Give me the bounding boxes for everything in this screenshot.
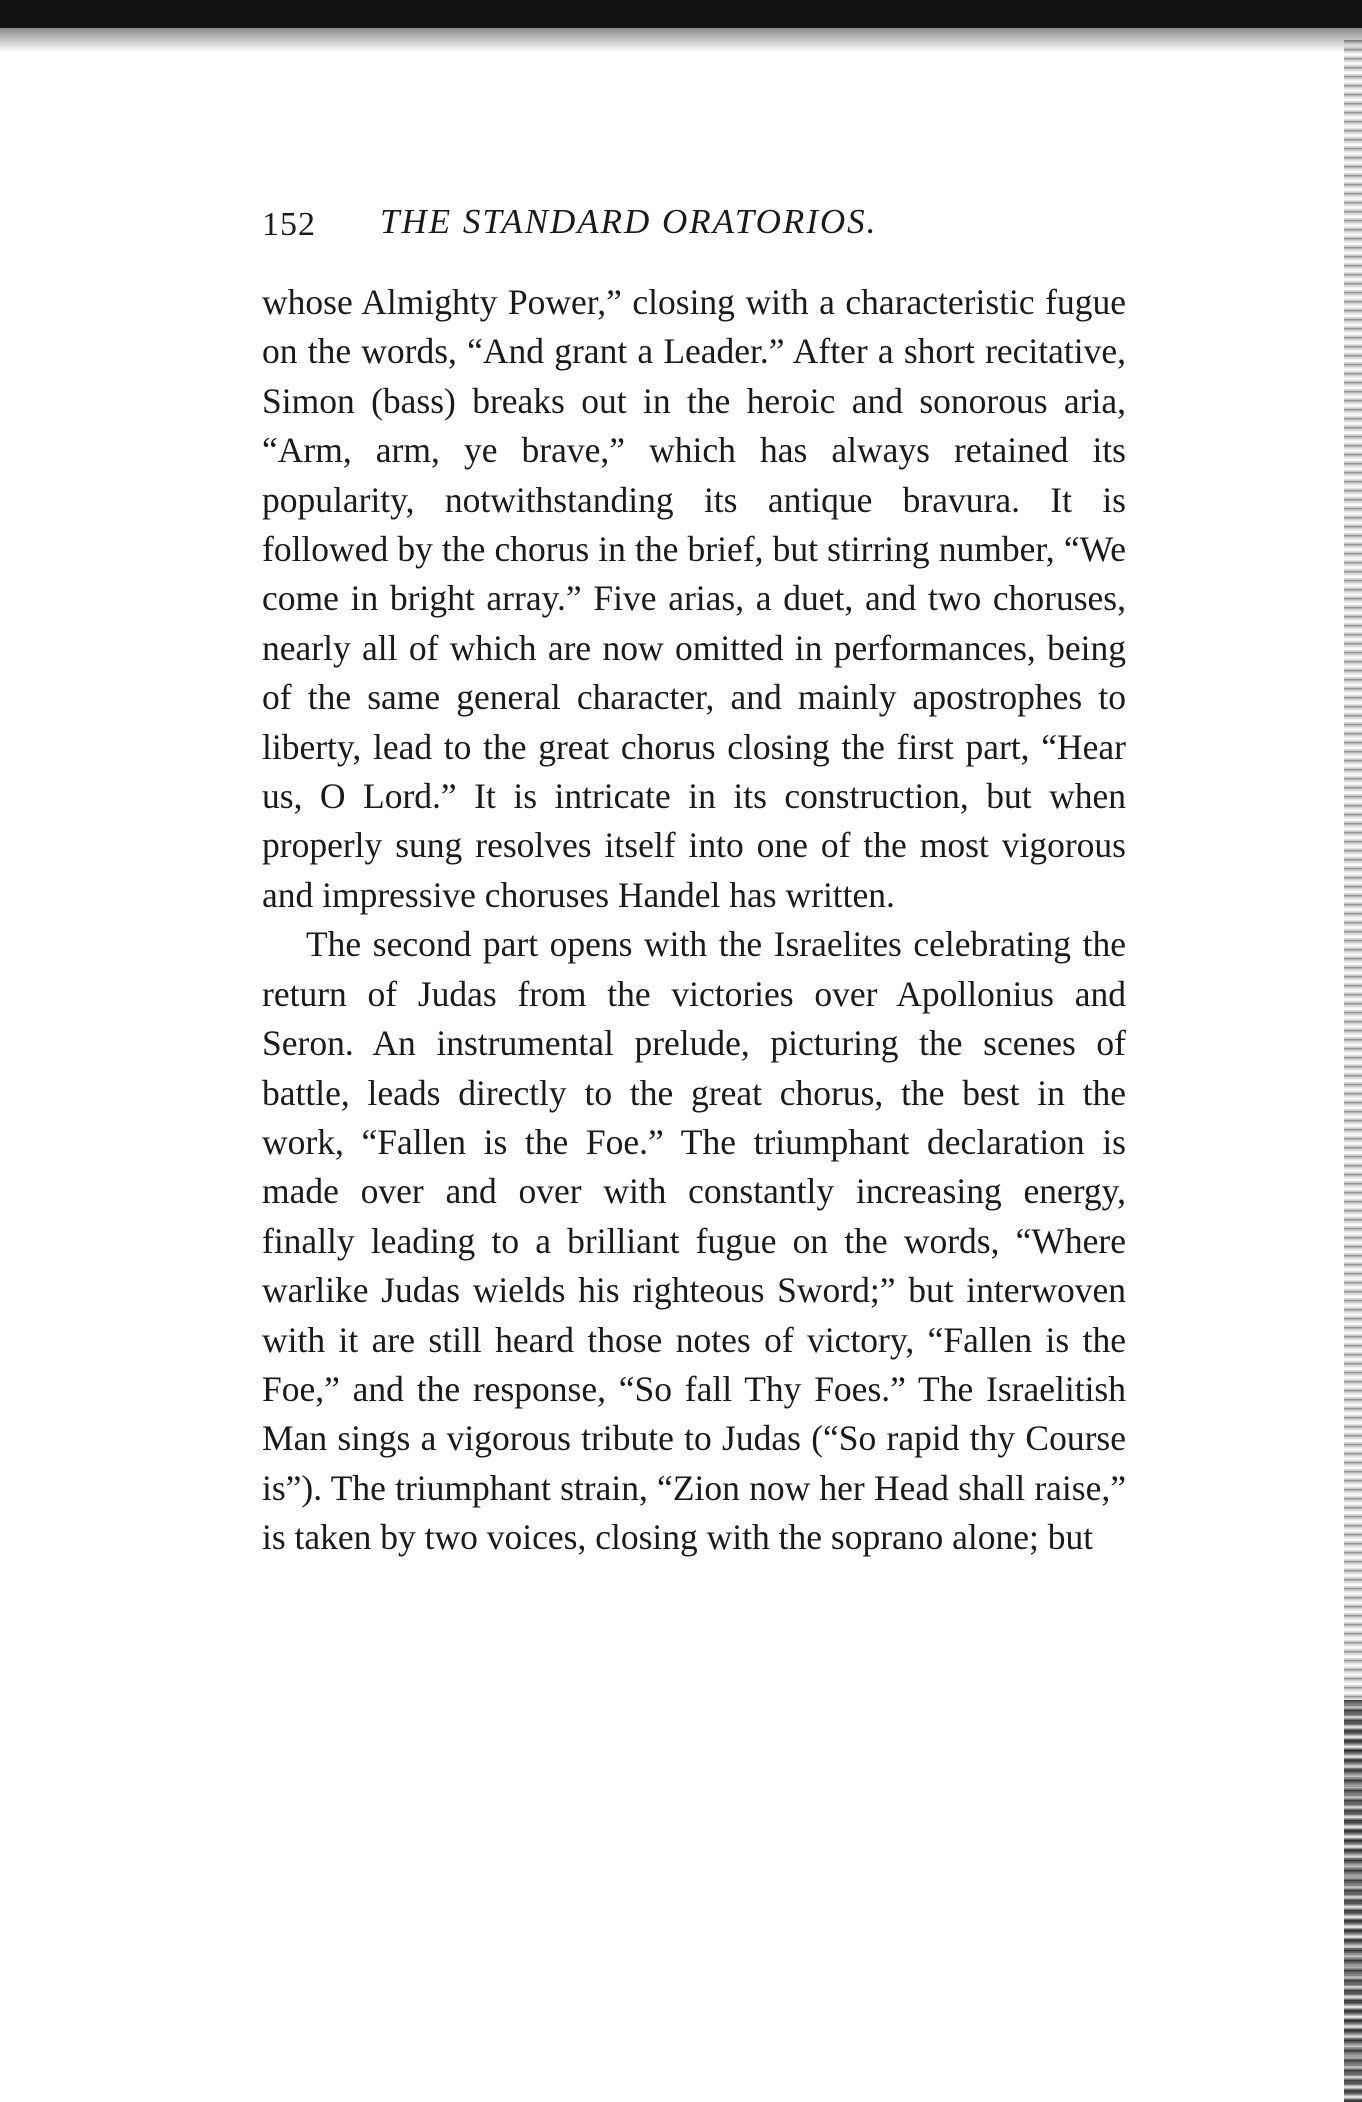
scan-top-border — [0, 0, 1362, 28]
running-head — [262, 200, 1122, 254]
paragraph: The second part opens with the Israelites celebrating the return of Judas from the victories over Apollonius and Seron. An instrumental prelude, picturing the scenes of battle, leads directly to the great chorus, the best in the work, “Fallen is the Foe.” The triumphant declaration is made over and over with constantly increasing energy, finally leading to a brilliant fugue on the words, “Where warlike Judas wields his righteous Sword;” but interwoven with it are still heard those notes of victory, “Fallen is the Foe,” and the response, “So fall Thy Foes.” The Israelitish Man sings a vigorous tribute to Judas (“So rapid thy Course is”). The triumphant strain, “Zion now her Head shall raise,” is taken by two voices, closing with the soprano alone; but — [262, 924, 1126, 1558]
body-text — [262, 278, 1126, 1563]
scan-right-edge-lower — [1344, 1700, 1362, 2102]
page-number: 152 — [262, 206, 316, 243]
paragraph: whose Almighty Power,” closing with a characteristic fugue on the words, “And grant a Leader.” After a short recitative, Simon (bass) breaks out in the heroic and sonorous aria, “Arm, arm, ye brave,” which has always retained its popularity, notwithstanding its antique bravura. It is followed by the chorus in the brief, but stirring number, “We come in bright array.” Five arias, a duet, and two choruses, nearly all of which are now omitted in performances, being of the same general character, and mainly apostrophes to liberty, lead to the great chorus closing the first part, “Hear us, O Lord.” It is intricate in its construction, but when properly sung resolves itself into one of the most vigorous and impressive choruses Handel has written. — [262, 282, 1126, 915]
running-title: THE STANDARD ORATORIOS. — [380, 202, 878, 241]
